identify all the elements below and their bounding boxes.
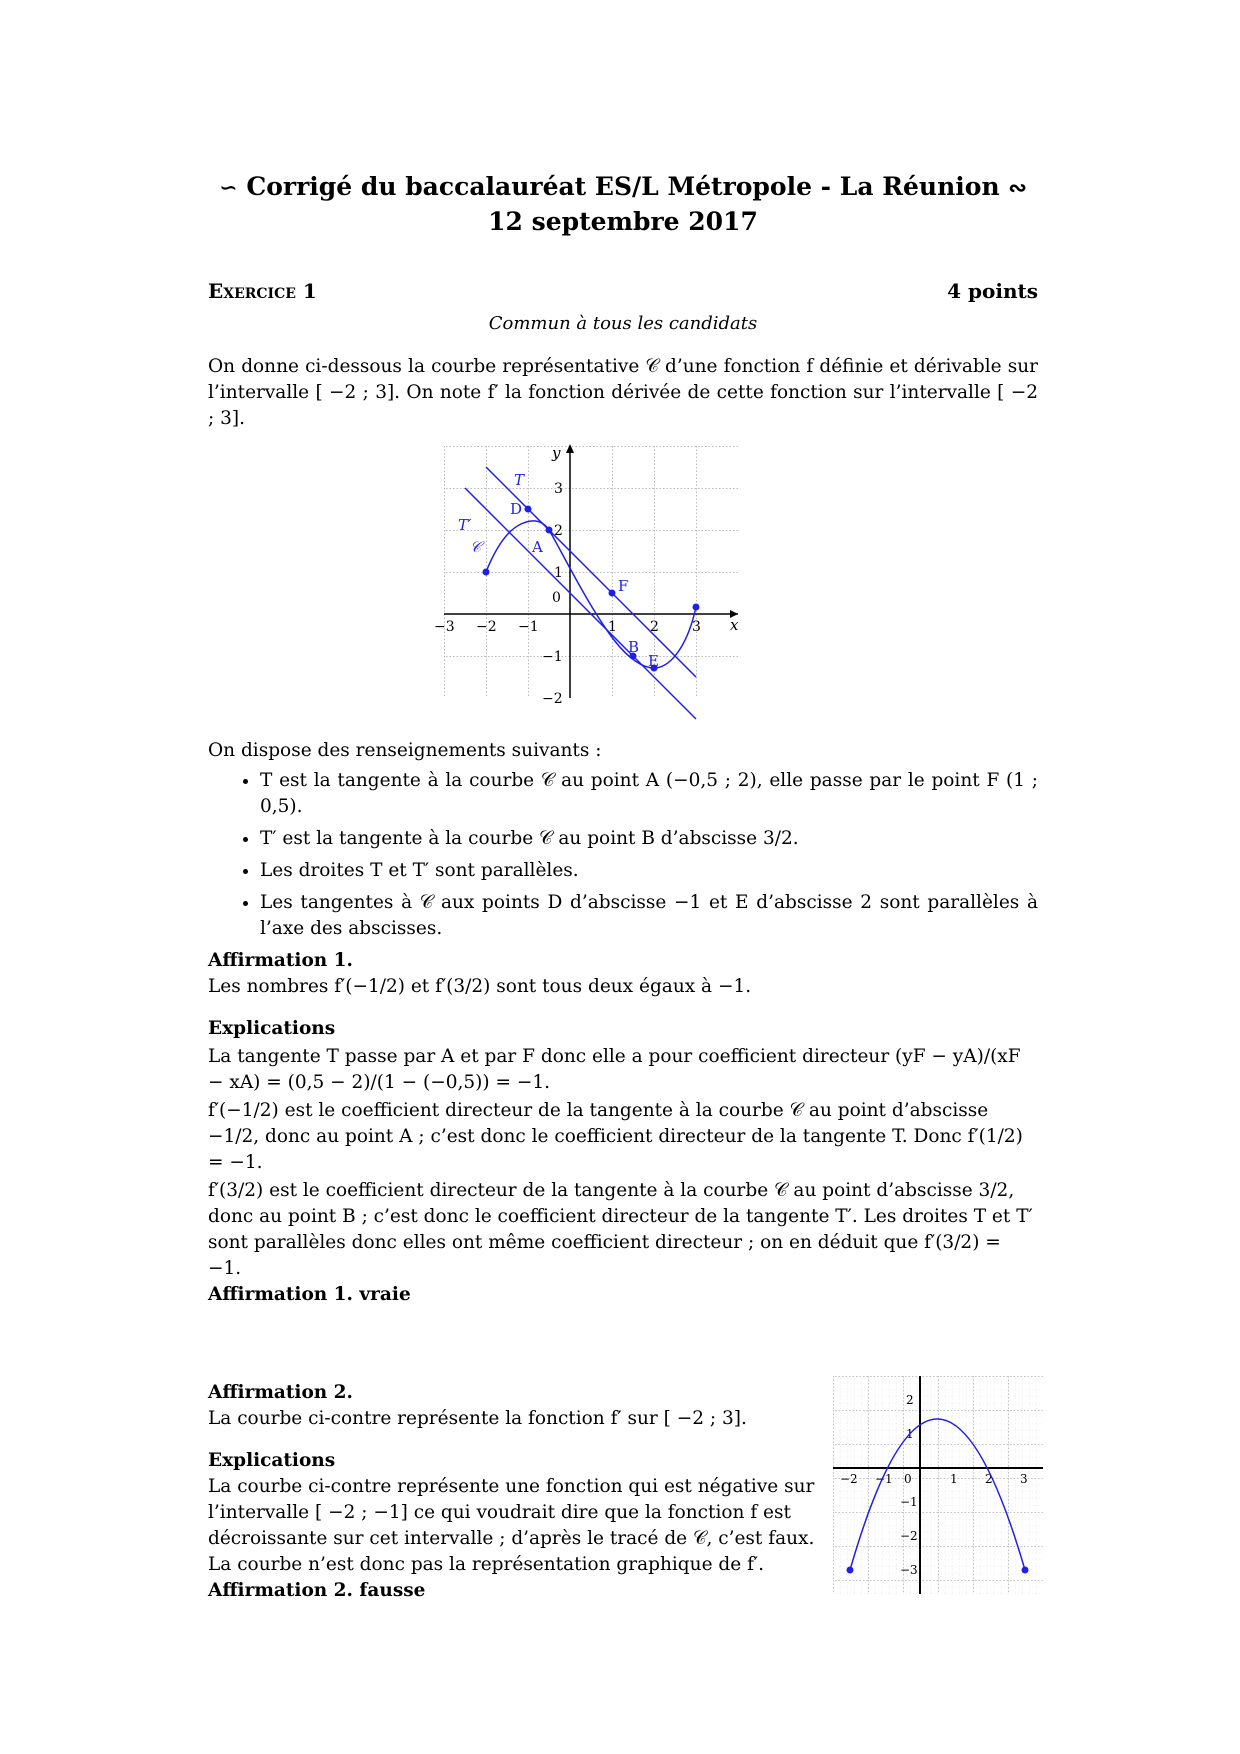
y-tick: −3 — [900, 1563, 918, 1577]
page — [208, 170, 1038, 1308]
x-tick: 3 — [692, 619, 701, 635]
label-C: 𝒞 — [470, 538, 481, 556]
y-tick: −1 — [542, 649, 563, 665]
endpoint-left — [483, 569, 490, 576]
aff2-conclusion: Affirmation 2. fausse — [208, 1580, 426, 1601]
aff2-title: Affirmation 2. — [208, 1382, 353, 1403]
x-tick: −1 — [518, 619, 539, 635]
y-axis-label: y — [552, 444, 561, 462]
exercise-points: 4 points — [947, 279, 1038, 303]
aff2-statement: La courbe ci-contre représente la fonction f′ sur [ −2 ; 3]. — [208, 1408, 747, 1429]
point-D — [525, 506, 532, 513]
info-intro: On dispose des renseignements suivants : — [208, 740, 602, 761]
y-tick: 1 — [554, 565, 563, 581]
aff1-expl-title: Explications — [208, 1018, 336, 1039]
aff1-statement: Les nombres f′(−1/2) et f′(3/2) sont tous deux égaux à −1. — [208, 976, 752, 997]
figure-curve-C — [434, 444, 744, 707]
info-item: • Les droites T et T′ sont parallèles. — [260, 858, 1038, 884]
label-T: T — [514, 471, 525, 489]
title-line-2: 12 septembre 2017 — [488, 207, 758, 236]
info-list — [208, 768, 1038, 942]
exercise-header — [208, 279, 1038, 303]
title-line-1: Corrigé du baccalauréat ES/L Métropole - La Réunion — [246, 172, 1000, 201]
label-D: D — [510, 500, 523, 518]
aff1-expl-3: f′(3/2) est le coefficient directeur de la tangente à la courbe 𝒞 au point d’abscisse 3/2, donc au point B ; c’est donc le coefficient directeur de la tangente T′. Les droites T et T′ sont parallèles donc elles ont même coefficient directeur ; on en déduit que f′(3/2) = −1. — [208, 1180, 1033, 1279]
info-item: • Les tangentes à 𝒞 aux points D d’abscisse −1 et E d’abscisse 2 sont parallèles à l’axe des abscisses. — [260, 890, 1038, 942]
x-tick: −3 — [434, 619, 455, 635]
y-tick: −2 — [900, 1529, 918, 1543]
endpoint-right — [1022, 1567, 1029, 1574]
x-tick: 0 — [904, 1472, 912, 1486]
x-tick: 3 — [1020, 1472, 1028, 1486]
aff1-title: Affirmation 1. — [208, 950, 353, 971]
aff2-expl-title: Explications — [208, 1450, 336, 1471]
label-F: F — [618, 577, 629, 595]
endpoint-right — [693, 604, 700, 611]
point-A — [546, 527, 553, 534]
y-tick: 3 — [554, 481, 563, 497]
y-tick: −1 — [900, 1495, 918, 1509]
y-tick: 1 — [906, 1427, 914, 1441]
grid — [833, 1376, 1043, 1594]
intro-text: On donne ci-dessous la courbe représentative 𝒞 d’une fonction f définie et dérivable sur l’intervalle [ −2 ; 3]. On note f′ la fonction dérivée de cette fonction sur l’intervalle [ −2 ; 3]. — [208, 356, 1038, 429]
exercise-audience: Commun à tous les candidats — [488, 313, 758, 334]
aff1-conclusion: Affirmation 1. vraie — [208, 1284, 411, 1305]
label-A: A — [532, 538, 543, 556]
y-tick: 2 — [554, 523, 563, 539]
info-item: • T′ est la tangente à la courbe 𝒞 au point B d’abscisse 3/2. — [260, 826, 1038, 852]
x-axis-label: x — [730, 616, 739, 634]
exercise-label: Exercice 1 — [208, 279, 317, 303]
figure-curve-f-prime — [826, 1372, 1046, 1602]
ornament-right: ∾ — [1008, 175, 1027, 201]
affirmation-2 — [208, 1380, 818, 1604]
x-tick: 2 — [985, 1472, 993, 1486]
point-F — [609, 590, 616, 597]
aff1-expl-1: La tangente T passe par A et par F donc elle a pour coefficient directeur (yF − yA)/(xF − xA) = (0,5 − 2)/(1 − (−0,5)) = −1. — [208, 1046, 1021, 1093]
y-tick: −2 — [542, 691, 563, 707]
x-tick: −2 — [476, 619, 497, 635]
aff2-expl-1: La courbe ci-contre représente une fonction qui est négative sur l’intervalle [ −2 ; −1] ce qui voudrait dire que la fonction f est décroissante sur cet intervalle ; d’après le tracé de 𝒞, c’est faux. — [208, 1476, 815, 1549]
origin-label: 0 — [552, 590, 561, 606]
x-tick: 1 — [950, 1472, 958, 1486]
info-item: • T est la tangente à la courbe 𝒞 au point A (−0,5 ; 2), elle passe par le point F (1 ; 0,5). — [260, 768, 1038, 820]
x-tick: −1 — [875, 1472, 893, 1486]
endpoint-left — [847, 1567, 854, 1574]
x-tick: 1 — [608, 619, 617, 635]
aff2-expl-2: La courbe n’est donc pas la représentation graphique de f′. — [208, 1554, 764, 1575]
x-tick: −2 — [840, 1472, 858, 1486]
label-T-prime: T′ — [458, 516, 472, 534]
aff1-expl-2: f′(−1/2) est le coefficient directeur de la tangente à la courbe 𝒞 au point d’abscisse −1/2, donc au point A ; c’est donc le coefficient directeur de la tangente T. Donc f′(1/2) = −1. — [208, 1100, 1023, 1173]
document-title — [208, 170, 1038, 239]
label-B: B — [628, 638, 640, 656]
y-tick: 2 — [906, 1393, 914, 1407]
x-tick: 2 — [650, 619, 659, 635]
label-E: E — [648, 652, 659, 670]
ornament-left: ∽ — [219, 175, 238, 201]
